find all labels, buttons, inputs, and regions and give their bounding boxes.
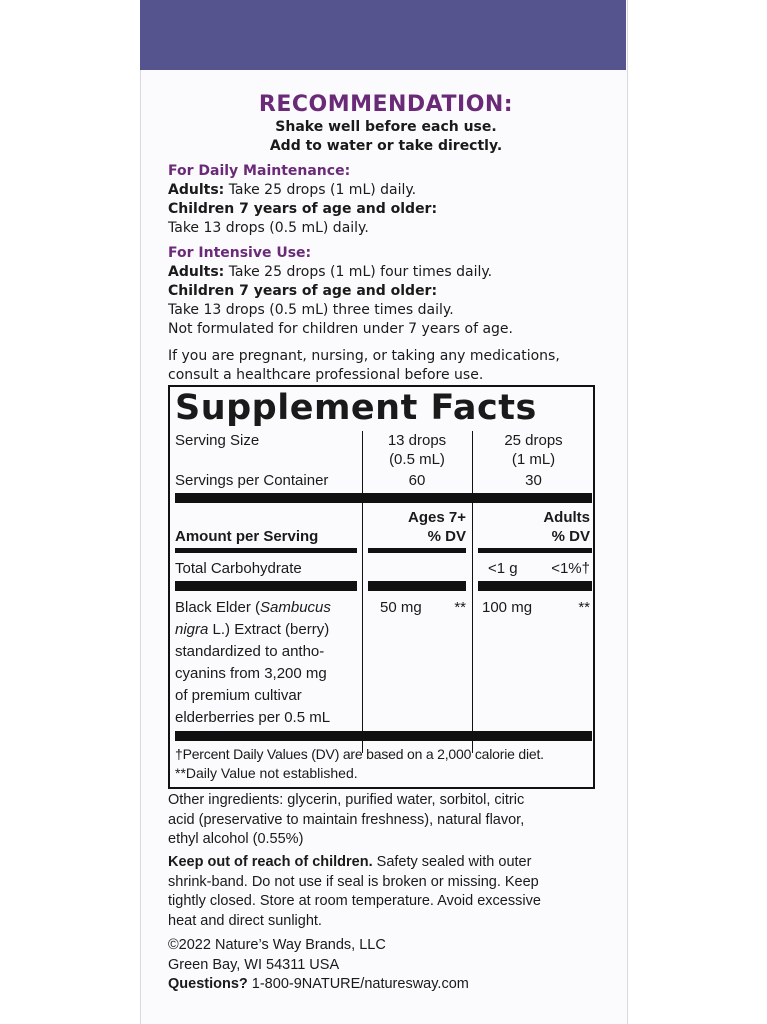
other-line-2: acid (preservative to maintain freshness), natural flavor, [168,811,525,828]
col1-header-dv: % DV [427,528,466,545]
col2-servings: 30 [525,472,542,489]
thick-rule-2c [478,581,592,591]
other-line-3: ethyl alcohol (0.55%) [168,831,304,847]
intensive-children-text: Take 13 drops (0.5 mL) three times daily. [168,302,454,318]
questions-contact: 1-800-9NATURE/naturesway.com [247,976,469,992]
keep-line-1 [168,853,608,873]
storage-warning [168,853,608,931]
daily-adults [168,181,604,200]
carb-col2-amount: <1 g [488,560,518,577]
col2-serving-ml: (1 mL) [511,451,556,468]
elder-line-4: cyanins from 3,200 mg [175,665,327,682]
other-ingredients [168,791,608,850]
serving-size-label: Serving Size [175,432,260,449]
keep-line-1-rest: Safety sealed with outer [372,854,532,870]
thick-rule-1 [175,493,592,503]
pregnancy-warning [168,347,604,385]
address: Green Bay, WI 54311 USA [168,956,340,973]
elder-line-2a: nigra [175,621,209,638]
col1-header-ages: Ages 7+ [408,509,466,526]
footnote-dv: †Percent Daily Values (DV) are based on a 2,000 calorie diet. [175,746,544,762]
daily-children-text: Take 13 drops (0.5 mL) daily. [168,220,369,236]
intensive-children-label [168,282,604,301]
intensive-adults-text: Take 25 drops (1 mL) four times daily. [224,264,493,280]
elder-col2-dv: ** [578,599,590,616]
other-line-1: Other ingredients: glycerin, purified water, sorbitol, citric [168,792,525,808]
supplement-facts-panel [168,385,595,789]
not-formulated-note: Not formulated for children under 7 years of age. [168,321,513,337]
daily-children-label-text: Children 7 years of age and older: [168,201,438,217]
recommendation-section [168,92,604,385]
medium-rule-a3 [478,548,592,553]
amount-per-serving-label: Amount per Serving [175,528,319,545]
footnote-not-established: **Daily Value not established. [175,765,358,781]
daily-adults-text: Take 25 drops (1 mL) daily. [224,182,417,198]
keep-line-2: shrink-band. Do not use if seal is broken or missing. Keep [168,873,539,890]
servings-per-container-label: Servings per Container [175,472,329,489]
elder-line-2 [175,620,329,639]
recommendation-title: RECOMMENDATION: [258,92,514,117]
keep-bold: Keep out of reach of children. [168,854,373,870]
thick-rule-3 [175,731,592,741]
intensive-adults-label: Adults: [168,264,225,280]
col1-serving-ml: (0.5 mL) [389,451,445,468]
warning-line-2: consult a healthcare professional before use. [168,367,484,383]
elder-line-3: standardized to antho- [175,643,325,660]
add-instruction: Add to water or take directly. [269,138,503,154]
col2-header-adults: Adults [543,509,590,526]
elder-col2-amount: 100 mg [482,599,533,616]
supplement-facts-title: Supplement Facts [175,388,537,428]
medium-rule-a2 [368,548,466,553]
daily-heading: For Daily Maintenance: [168,163,351,179]
thick-rule-2b [368,581,466,591]
background-left [0,0,140,1024]
top-color-band [140,0,626,70]
keep-line-4: heat and direct sunlight. [168,912,322,929]
daily-adults-label: Adults: [168,182,225,198]
elder-line-1 [175,598,331,617]
elder-line-2b: L.) Extract (berry) [208,621,330,638]
copyright: ©2022 Nature’s Way Brands, LLC [168,937,386,953]
company-info [168,936,608,995]
elder-col1-amount: 50 mg [380,599,422,616]
elder-line-1a: Black Elder ( [175,599,261,616]
questions-line [168,975,608,995]
warning-line-1: If you are pregnant, nursing, or taking any medications, [168,348,560,364]
elder-line-6: elderberries per 0.5 mL [175,709,331,726]
intensive-children-label-text: Children 7 years of age and older: [168,283,438,299]
questions-bold: Questions? [168,976,248,992]
col2-serving-drops: 25 drops [504,432,563,449]
col2-header-dv: % DV [551,528,590,545]
carb-col2-dv: <1%† [551,560,590,577]
elder-line-5: of premium cultivar [175,687,302,704]
keep-line-3: tightly closed. Store at room temperature. Avoid excessive [168,893,541,909]
elder-line-1b: Sambucus [260,599,331,616]
total-carbohydrate-label: Total Carbohydrate [175,560,302,577]
medium-rule-a1 [175,548,357,553]
intensive-heading: For Intensive Use: [168,245,312,261]
intensive-adults [168,263,604,282]
col1-servings: 60 [408,472,426,489]
thick-rule-2a [175,581,357,591]
shake-instruction: Shake well before each use. [275,119,497,135]
elder-col1-dv: ** [454,599,466,616]
col1-serving-drops: 13 drops [387,432,447,449]
daily-children-label [168,200,604,219]
